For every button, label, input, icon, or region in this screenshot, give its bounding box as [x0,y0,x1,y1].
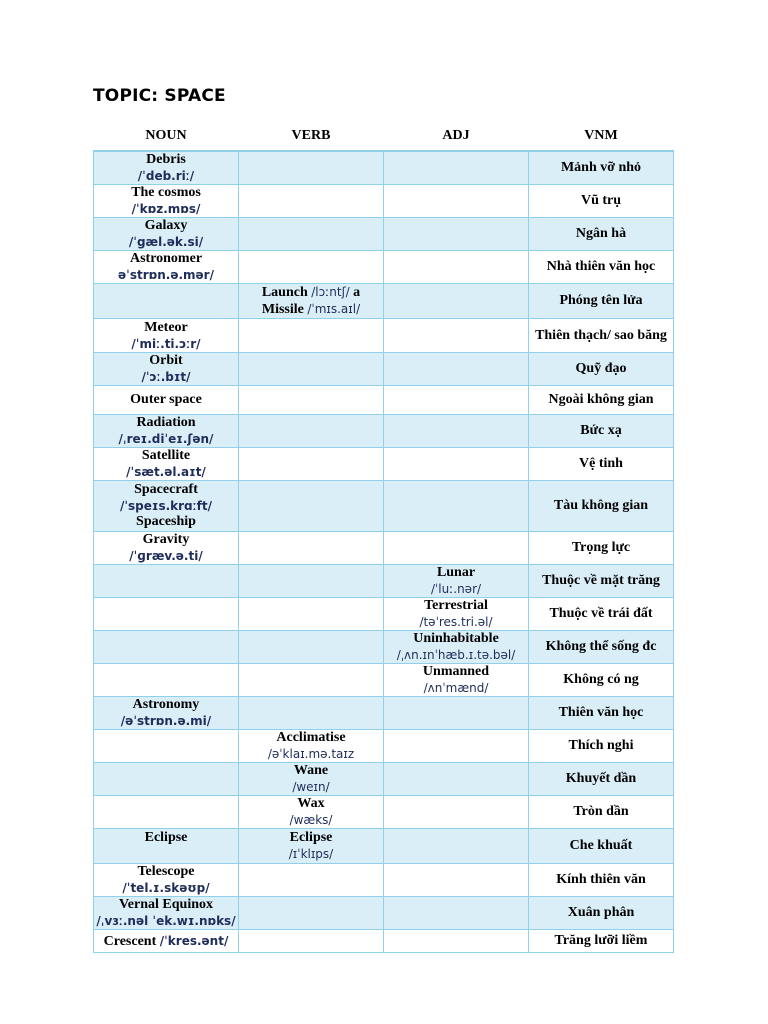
table-row [94,284,674,319]
vnm-cell: Thuộc về mặt trăng [529,565,674,598]
adj-cell [384,448,529,481]
vnm-cell: Kính thiên văn [529,864,674,897]
noun-ipa: /ˈmiː.ti.ɔːr/ [131,336,201,351]
noun-cell [94,319,239,353]
header-vnm: VNM [529,122,674,151]
vnm-cell: Tàu không gian [529,481,674,532]
vnm-cell: Ngân hà [529,218,674,251]
adj-cell [384,697,529,730]
verb-cell [239,386,384,415]
verb-ipa: /ɪˈklɪps/ [288,847,334,861]
noun-cell [94,565,239,598]
verb-word: Launch [261,285,308,300]
table-row [94,930,674,953]
noun-word: Crescent [103,933,157,949]
noun-word: Vernal Equinox [118,897,213,912]
adj-cell [384,353,529,386]
noun-ipa: /ˈgæl.ək.si/ [128,235,204,249]
noun-cell [94,864,239,897]
table-row [94,532,674,565]
vnm-cell: Phóng tên lửa [529,284,674,319]
verb-conjunction: a [353,285,361,300]
table-header-row [94,122,674,151]
adj-word: Unmanned [422,664,490,679]
adj-ipa: /ˌʌn.ɪnˈhæb.ɪ.tə.bəl/ [396,648,516,662]
adj-cell [384,664,529,697]
verb-cell [239,448,384,481]
table-row [94,864,674,897]
vnm-cell: Quỹ đạo [529,353,674,386]
verb-cell [239,319,384,353]
noun-cell [94,386,239,415]
table-row [94,565,674,598]
table-row [94,251,674,284]
verb-cell [239,664,384,697]
noun-cell [94,415,239,448]
vnm-cell: Không có ng [529,664,674,697]
noun-cell [94,251,239,284]
noun-cell [94,448,239,481]
noun-word: Debris [146,152,186,167]
noun-word-alt: Spaceship [136,514,196,529]
adj-cell [384,829,529,864]
adj-cell [384,284,529,319]
noun-word: The cosmos [131,185,201,200]
verb-cell [239,565,384,598]
table-row [94,218,674,251]
adj-cell [384,763,529,796]
verb-word: Acclimatise [276,730,346,745]
noun-cell [94,284,239,319]
noun-ipa: /ˈɔː.bɪt/ [141,370,191,384]
verb-word: Wax [297,796,325,811]
verb-cell [239,730,384,763]
table-row [94,697,674,730]
table-row [94,386,674,415]
vnm-cell: Che khuất [529,829,674,864]
verb-word: Wane [293,763,329,778]
table-row [94,319,674,353]
noun-cell [94,930,239,953]
verb-cell [239,353,384,386]
verb-cell [239,864,384,897]
header-verb: VERB [239,122,384,151]
vnm-cell: Trăng lưỡi liềm [529,930,674,953]
noun-word: Astronomer [129,251,203,266]
table-row [94,631,674,664]
adj-ipa: /ʌnˈmænd/ [423,681,489,695]
adj-cell [384,598,529,631]
noun-ipa: /ˈɡræv.ə.ti/ [129,549,203,563]
vnm-cell: Tròn dần [529,796,674,829]
noun-word: Spacecraft [134,482,198,497]
noun-word: Orbit [149,353,183,368]
vnm-cell: Vũ trụ [529,185,674,218]
verb-ipa: /wæks/ [289,813,333,827]
verb-ipa: /weɪn/ [292,780,330,794]
verb-cell [239,697,384,730]
verb-cell [239,829,384,864]
verb-cell [239,284,384,319]
noun-word: Astronomy [132,697,200,712]
noun-ipa: /ˌvɜː.nəl ˈek.wɪ.nɒks/ [96,914,236,928]
adj-cell [384,185,529,218]
noun-cell [94,829,239,864]
adj-cell [384,565,529,598]
adj-cell [384,532,529,565]
verb-ipa: /lɔːntʃ/ [311,285,350,299]
noun-cell [94,697,239,730]
verb-word: Missile [261,302,304,317]
table-row [94,415,674,448]
table-row [94,151,674,185]
noun-word: Telescope [137,864,195,879]
adj-cell [384,930,529,953]
noun-word: Meteor [144,319,188,335]
vnm-cell: Ngoài không gian [529,386,674,415]
adj-cell [384,796,529,829]
header-noun: NOUN [94,122,239,151]
adj-cell [384,218,529,251]
table-row [94,598,674,631]
noun-word: Eclipse [144,830,188,845]
table-row [94,796,674,829]
vnm-cell: Thiên thạch/ sao băng [529,319,674,353]
verb-cell [239,218,384,251]
noun-cell [94,730,239,763]
table-row [94,763,674,796]
noun-ipa: /ˈkɒz.mɒs/ [131,202,201,216]
noun-cell [94,897,239,930]
verb-cell [239,415,384,448]
noun-cell [94,532,239,565]
verb-cell [239,796,384,829]
vnm-cell: Thiên văn học [529,697,674,730]
table-row [94,897,674,930]
verb-cell [239,930,384,953]
noun-ipa: /əˈstrɒn.ə.mi/ [120,714,212,728]
noun-cell [94,218,239,251]
verb-cell [239,251,384,284]
table-row [94,185,674,218]
noun-word: Outer space [130,392,202,407]
vnm-cell: Nhà thiên văn học [529,251,674,284]
vnm-cell: Bức xạ [529,415,674,448]
verb-cell [239,185,384,218]
adj-cell [384,386,529,415]
table-row [94,730,674,763]
vnm-cell: Xuân phân [529,897,674,930]
vnm-cell: Thích nghi [529,730,674,763]
verb-cell [239,631,384,664]
adj-ipa: /təˈres.tri.əl/ [419,615,493,629]
adj-cell [384,481,529,532]
table-row [94,448,674,481]
noun-cell [94,664,239,697]
vnm-cell: Mảnh vỡ nhỏ [529,151,674,185]
table-row [94,353,674,386]
table-row [94,481,674,532]
table-row [94,829,674,864]
vnm-cell: Vệ tinh [529,448,674,481]
verb-cell [239,532,384,565]
adj-cell [384,251,529,284]
page-title: TOPIC: SPACE [93,86,226,106]
noun-cell [94,185,239,218]
noun-word: Galaxy [144,218,188,233]
verb-cell [239,151,384,185]
vnm-cell: Trọng lực [529,532,674,565]
noun-ipa: /ˈsæt.əl.aɪt/ [126,465,206,479]
noun-cell [94,631,239,664]
verb-ipa: /əˈklaɪ.mə.taɪz [267,747,355,761]
noun-word: Satellite [141,448,191,463]
verb-cell [239,598,384,631]
noun-ipa: /ˈkres.ənt/ [159,933,229,948]
adj-cell [384,415,529,448]
noun-word: Gravity [142,532,190,547]
header-adj: ADJ [384,122,529,151]
adj-word: Lunar [436,565,476,580]
verb-cell [239,481,384,532]
table-row [94,664,674,697]
adj-cell [384,730,529,763]
noun-ipa: /ˈtel.ɪ.skəʊp/ [122,881,210,895]
adj-cell [384,897,529,930]
verb-ipa: /ˈmɪs.aɪl/ [307,302,361,316]
noun-cell [94,763,239,796]
noun-word: Radiation [136,415,196,430]
noun-cell [94,353,239,386]
adj-word: Terrestrial [424,598,488,613]
noun-cell [94,796,239,829]
adj-cell [384,151,529,185]
noun-ipa: əˈstrɒn.ə.mər/ [118,268,214,282]
adj-ipa: /ˈluː.nər/ [430,582,482,596]
verb-cell [239,763,384,796]
vnm-cell: Khuyết dần [529,763,674,796]
vnm-cell: Không thể sống đc [529,631,674,664]
adj-word: Uninhabitable [413,631,499,646]
noun-cell [94,481,239,532]
vnm-cell: Thuộc về trái đất [529,598,674,631]
adj-cell [384,864,529,897]
adj-cell [384,631,529,664]
noun-ipa: /ˈspeɪs.krɑːft/ [119,499,213,513]
vocabulary-table [93,122,674,953]
noun-ipa: /ˈdeb.riː/ [137,169,195,183]
noun-cell [94,598,239,631]
adj-cell [384,319,529,353]
noun-cell [94,151,239,185]
verb-cell [239,897,384,930]
noun-ipa: /ˌreɪ.diˈeɪ.ʃən/ [118,432,214,446]
verb-word: Eclipse [289,830,333,845]
